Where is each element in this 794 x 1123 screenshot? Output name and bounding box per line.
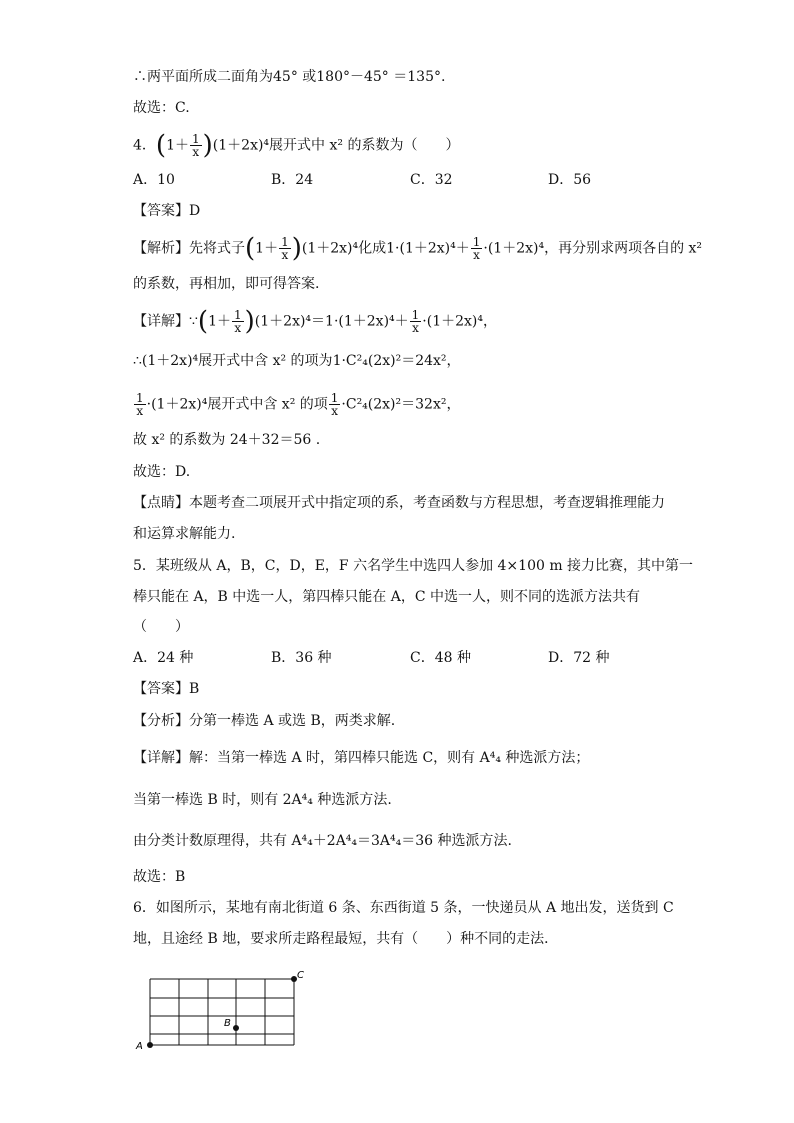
- answer-value: B: [189, 681, 200, 697]
- text: 解：当第一棒选 A 时，第四棒只能选 C，则有 A⁴₄ 种选派方法；: [189, 750, 590, 766]
- fraction: [329, 392, 341, 417]
- point-b: [233, 1025, 239, 1031]
- fraction: [232, 309, 244, 334]
- denominator: x: [412, 321, 419, 335]
- option-d: D．72 种: [548, 650, 610, 666]
- answer-tag: 【答案】: [133, 681, 189, 697]
- detail-tag: 【详解】: [133, 750, 189, 766]
- numerator: 1: [234, 308, 242, 322]
- text: ，: [446, 353, 461, 369]
- fraction: [410, 309, 422, 334]
- text-line: 的系数，再相加，即可得答案.: [133, 276, 320, 292]
- paren: (: [245, 233, 256, 264]
- math: 1·(1＋2x)⁴＋: [386, 240, 470, 257]
- denominator: x: [136, 404, 144, 418]
- text: 先将式子: [189, 240, 245, 257]
- text-line: 故选：D.: [133, 464, 191, 480]
- text: ，: [446, 396, 461, 413]
- numerator: 1: [192, 132, 200, 146]
- denominator: x: [331, 404, 338, 418]
- option-a: A．10: [133, 172, 175, 188]
- denominator: x: [473, 248, 480, 262]
- text: 分第一棒选 A 或选 B，两类求解.: [189, 713, 396, 729]
- paren: ): [244, 306, 255, 337]
- question-number: 4．: [133, 137, 156, 154]
- analysis-line: [133, 233, 703, 264]
- fraction: [471, 236, 483, 261]
- text-line: 故选：B: [133, 869, 186, 885]
- math: (1＋2x)⁴: [212, 137, 270, 154]
- math: 1＋: [208, 313, 231, 330]
- question-6: 6．如图所示，某地有南北街道 6 条、东西街道 5 条，一快递员从 A 地出发，送货到 C: [133, 900, 674, 916]
- math: 1·C²₄(2x)²＝24x²: [332, 353, 447, 369]
- question-text: 展开式中 x² 的系数为（ ）: [269, 137, 460, 154]
- detail-line: [133, 748, 589, 768]
- math: (1＋2x)⁴: [301, 240, 359, 257]
- question-5: 5．某班级从 A，B，C，D，E，F 六名学生中选四人参加 4×100 m 接力比赛，其中第一: [133, 558, 694, 574]
- text: ∵: [189, 313, 198, 330]
- paren: ): [202, 130, 213, 161]
- math: (1＋2x)⁴＝1·(1＋2x)⁴＋: [254, 313, 409, 330]
- numerator: 1: [411, 308, 420, 322]
- option-c: C．48 种: [410, 650, 471, 666]
- option-d: D．56: [548, 172, 592, 188]
- option-b: B．36 种: [271, 650, 332, 666]
- option-c: C．32: [410, 172, 453, 188]
- street-grid-figure: [132, 966, 312, 1056]
- numerator: 1: [136, 391, 144, 405]
- point-a: [147, 1042, 153, 1048]
- paren: ): [291, 233, 302, 264]
- text: 展开式中含 x² 的项: [207, 396, 328, 413]
- fraction: [279, 236, 291, 261]
- answer-value: D: [189, 203, 201, 219]
- math: ·(1＋2x)⁴: [146, 396, 208, 413]
- text: ∴(1＋2x)⁴展开式中含 x² 的项为: [133, 353, 333, 369]
- text-line: 棒只能在 A，B 中选一人，第四棒只能在 A，C 中选一人，则不同的选派方法共有: [133, 589, 641, 605]
- analysis-tag: 【分析】: [133, 713, 189, 729]
- analysis-tag: 【解析】: [133, 240, 189, 257]
- math: ·C²₄(2x)²＝32x²: [341, 396, 447, 413]
- math: 1＋: [255, 240, 279, 257]
- numerator: 1: [330, 391, 339, 405]
- math: 1＋: [166, 137, 189, 154]
- text-line: （ ）: [133, 619, 189, 635]
- fraction: [190, 133, 202, 158]
- detail-line: 【详解】∵(1＋ $\frac{1}{x}$ )(1＋2x)⁴＝1·(1＋2x)⁴＋ $\frac{1}{x}$ ·(1＋2x)⁴，: [133, 306, 497, 337]
- math: ·(1＋2x)⁴: [422, 313, 483, 330]
- label-c: C: [297, 970, 304, 981]
- label-a: A: [136, 1041, 143, 1052]
- option-b: B．24: [271, 172, 314, 188]
- analysis-line: [133, 711, 395, 731]
- numerator: 1: [472, 235, 481, 249]
- text-line: 当第一棒选 B 时，则有 2A⁴₄ 种选派方法.: [133, 792, 392, 808]
- paren: (: [155, 130, 167, 161]
- answer-line: [133, 679, 199, 699]
- text-line: 和运算求解能力.: [133, 526, 236, 542]
- detail-tag: 【详解】: [133, 313, 189, 330]
- text: 化成: [358, 240, 387, 257]
- fraction: [134, 392, 146, 417]
- text-line: 故 x² 的系数为 24＋32＝56 .: [133, 432, 321, 448]
- numerator: 1: [281, 235, 289, 249]
- answer-line: [133, 201, 200, 221]
- denominator: x: [281, 248, 289, 262]
- denominator: x: [234, 321, 242, 335]
- answer-tag: 【答案】: [133, 203, 189, 219]
- text-line: ∴两平面所成二面角为45° 或180°－45° ＝135°.: [133, 69, 446, 85]
- math: ·(1＋2x)⁴: [483, 240, 545, 257]
- comment-line: [133, 493, 665, 513]
- comment-tag: 【点睛】: [133, 495, 189, 511]
- question-4: [133, 130, 460, 161]
- step-line: [133, 392, 460, 417]
- text: ，再分别求两项各自的 x²: [544, 240, 703, 257]
- text-line: 由分类计数原理得，共有 A⁴₄＋2A⁴₄＝3A⁴₄＝36 种选派方法.: [133, 833, 512, 849]
- text-line: 故选：C.: [133, 100, 190, 116]
- text: 本题考查二项展开式中指定项的系，考查函数与方程思想，考查逻辑推理能力: [189, 495, 665, 511]
- denominator: x: [192, 145, 200, 159]
- text-line: 地，且途经 B 地，要求所走路程最短，共有（ ）种不同的走法．: [133, 931, 559, 947]
- option-a: A．24 种: [133, 650, 194, 666]
- label-b: B: [224, 1018, 231, 1029]
- paren: (: [197, 306, 209, 337]
- step-line: [133, 351, 461, 371]
